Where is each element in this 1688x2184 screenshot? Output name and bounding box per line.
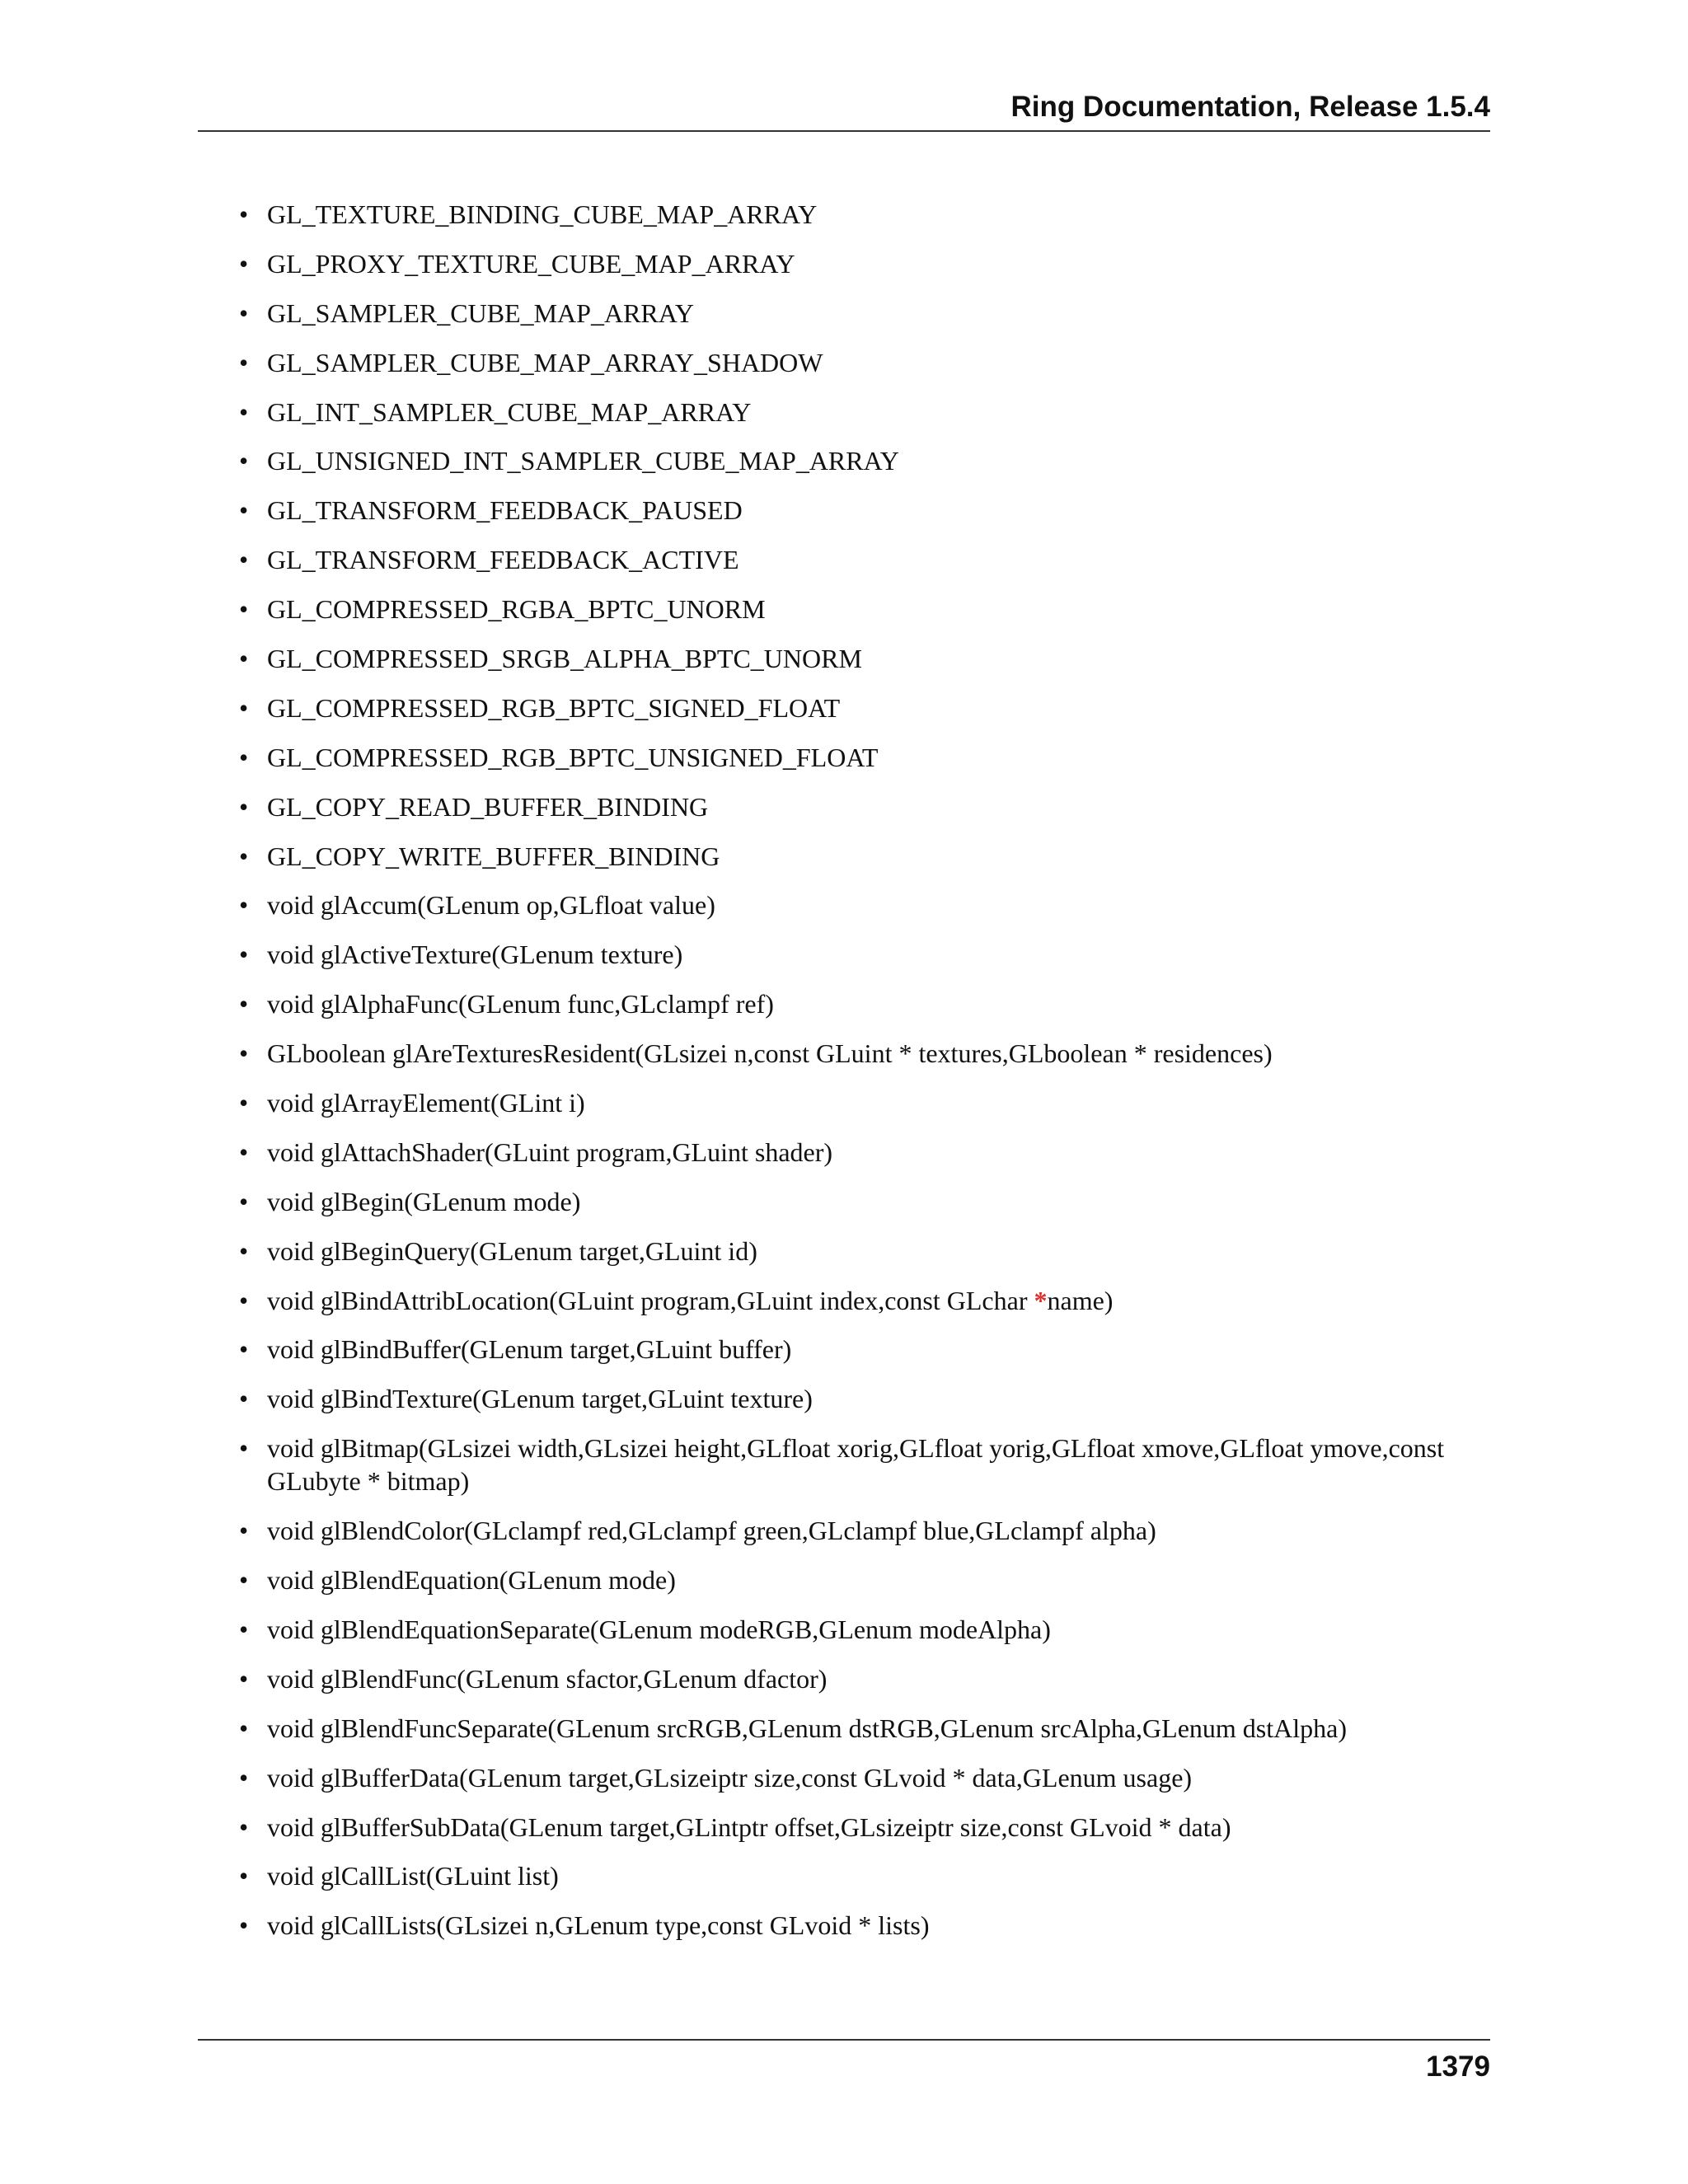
bullet-icon: •	[239, 742, 249, 772]
bullet-icon: •	[239, 692, 249, 723]
bullet-icon: •	[239, 1516, 249, 1546]
bullet-icon: •	[239, 1811, 249, 1842]
list-item	[239, 741, 1500, 774]
list-item-text: GL_UNSIGNED_INT_SAMPLER_CUBE_MAP_ARRAY	[267, 446, 899, 476]
list-item-text: void glBlendFuncSeparate(GLenum srcRGB,GLenum dstRGB,GLenum srcAlpha,GLenum dstAlpha)	[267, 1713, 1347, 1743]
bullet-icon: •	[239, 594, 249, 625]
running-header: Ring Documentation, Release 1.5.4	[1010, 91, 1490, 123]
list-item-text: name)	[1047, 1285, 1114, 1315]
list-item-text: void glBlendEquationSeparate(GLenum modeRGB,GLenum modeAlpha)	[267, 1614, 1051, 1644]
list-item	[239, 297, 1500, 330]
bullet-icon: •	[239, 989, 249, 1019]
list-item-text: void glCallLists(GLsizei n,GLenum type,const GLvoid * lists)	[267, 1910, 930, 1941]
list-item-text: GL_TRANSFORM_FEEDBACK_ACTIVE	[267, 545, 739, 575]
list-item	[239, 938, 1500, 971]
list-item-text: GLboolean glAreTexturesResident(GLsizei n,const GLuint * textures,GLboolean * residences)	[267, 1038, 1273, 1069]
bullet-icon: •	[239, 495, 249, 526]
bullet-icon: •	[239, 1186, 249, 1216]
bullet-icon: •	[239, 1713, 249, 1743]
bullet-icon: •	[239, 298, 249, 328]
bullet-icon: •	[239, 347, 249, 377]
list-item	[239, 1235, 1500, 1268]
highlighted-asterisk: *	[1034, 1285, 1048, 1315]
bullet-icon: •	[239, 1088, 249, 1118]
list-item-text: void glBitmap(GLsizei width,GLsizei height,GLfloat xorig,GLfloat yorig,GLfloat xmove,GLfloat ymove,const GLubyte * bitmap)	[267, 1433, 1445, 1497]
list-item	[239, 1284, 1500, 1317]
list-item	[239, 987, 1500, 1020]
bullet-icon: •	[239, 1565, 249, 1596]
list-item	[239, 543, 1500, 576]
list-item-text: void glAttachShader(GLuint program,GLuint shader)	[267, 1137, 833, 1167]
list-item	[239, 1086, 1500, 1119]
bullet-icon: •	[239, 248, 249, 279]
list-item	[239, 444, 1500, 477]
list-item-text: void glBindAttribLocation(GLuint program,GLuint index,const GLchar	[267, 1285, 1034, 1315]
bullet-icon: •	[239, 841, 249, 871]
list-item-text: void glAccum(GLenum op,GLfloat value)	[267, 890, 715, 921]
bullet-icon: •	[239, 1334, 249, 1365]
list-item	[239, 1185, 1500, 1218]
bullet-icon: •	[239, 1910, 249, 1941]
bullet-icon: •	[239, 396, 249, 427]
list-item-text: GL_TEXTURE_BINDING_CUBE_MAP_ARRAY	[267, 199, 818, 229]
list-item	[239, 1432, 1500, 1497]
bullet-icon: •	[239, 644, 249, 674]
list-item	[239, 593, 1500, 626]
bullet-icon: •	[239, 1433, 249, 1464]
footer-rule	[198, 2039, 1490, 2041]
constant-function-list	[239, 198, 1500, 1958]
list-item	[239, 1382, 1500, 1415]
bullet-icon: •	[239, 940, 249, 970]
list-item-text: void glBlendEquation(GLenum mode)	[267, 1565, 676, 1596]
page-number: 1379	[1426, 2050, 1490, 2083]
list-item-text: void glBegin(GLenum mode)	[267, 1186, 581, 1216]
bullet-icon: •	[239, 1614, 249, 1644]
list-item	[239, 1909, 1500, 1942]
list-item	[239, 1514, 1500, 1547]
bullet-icon: •	[239, 1762, 249, 1793]
list-item-text: void glBindBuffer(GLenum target,GLuint buffer)	[267, 1334, 792, 1365]
list-item-text: GL_INT_SAMPLER_CUBE_MAP_ARRAY	[267, 396, 752, 427]
list-item-text: void glBindTexture(GLenum target,GLuint texture)	[267, 1384, 813, 1414]
bullet-icon: •	[239, 1038, 249, 1069]
list-item	[239, 642, 1500, 675]
list-item	[239, 1712, 1500, 1745]
bullet-icon: •	[239, 1235, 249, 1266]
bullet-icon: •	[239, 1285, 249, 1315]
bullet-icon: •	[239, 1384, 249, 1414]
list-item	[239, 1662, 1500, 1695]
list-item-text: GL_COPY_WRITE_BUFFER_BINDING	[267, 841, 720, 871]
bullet-icon: •	[239, 446, 249, 476]
list-item	[239, 840, 1500, 873]
list-item-text: void glActiveTexture(GLenum texture)	[267, 940, 683, 970]
bullet-icon: •	[239, 890, 249, 921]
header-rule	[198, 130, 1490, 132]
list-item	[239, 691, 1500, 724]
list-item	[239, 494, 1500, 527]
list-item	[239, 888, 1500, 921]
list-item-text: void glBufferData(GLenum target,GLsizeiptr size,const GLvoid * data,GLenum usage)	[267, 1762, 1193, 1793]
list-item	[239, 1761, 1500, 1794]
list-item	[239, 247, 1500, 280]
list-item-text: GL_COMPRESSED_SRGB_ALPHA_BPTC_UNORM	[267, 644, 862, 674]
list-item	[239, 396, 1500, 429]
list-item	[239, 1037, 1500, 1070]
list-item-text: void glBufferSubData(GLenum target,GLintptr offset,GLsizeiptr size,const GLvoid * data)	[267, 1811, 1231, 1842]
list-item-text: GL_COMPRESSED_RGBA_BPTC_UNORM	[267, 594, 766, 625]
bullet-icon: •	[239, 545, 249, 575]
list-item	[239, 790, 1500, 823]
list-item-text: void glAlphaFunc(GLenum func,GLclampf ref)	[267, 989, 774, 1019]
bullet-icon: •	[239, 1663, 249, 1694]
list-item-text: void glBeginQuery(GLenum target,GLuint id)	[267, 1235, 757, 1266]
bullet-icon: •	[239, 1137, 249, 1167]
list-item-text: GL_PROXY_TEXTURE_CUBE_MAP_ARRAY	[267, 248, 795, 279]
bullet-icon: •	[239, 199, 249, 229]
list-item-text: GL_COPY_READ_BUFFER_BINDING	[267, 791, 709, 822]
list-item-text: GL_SAMPLER_CUBE_MAP_ARRAY_SHADOW	[267, 347, 823, 377]
list-item-text: void glBlendFunc(GLenum sfactor,GLenum dfactor)	[267, 1663, 828, 1694]
list-item-text: GL_COMPRESSED_RGB_BPTC_SIGNED_FLOAT	[267, 692, 841, 723]
list-item	[239, 346, 1500, 379]
list-item	[239, 198, 1500, 231]
list-item	[239, 1811, 1500, 1844]
list-item-text: void glBlendColor(GLclampf red,GLclampf green,GLclampf blue,GLclampf alpha)	[267, 1516, 1156, 1546]
list-item-text: GL_SAMPLER_CUBE_MAP_ARRAY	[267, 298, 695, 328]
list-item	[239, 1333, 1500, 1366]
list-item-text: GL_COMPRESSED_RGB_BPTC_UNSIGNED_FLOAT	[267, 742, 879, 772]
bullet-icon: •	[239, 1861, 249, 1891]
list-item	[239, 1613, 1500, 1646]
list-item-text: void glArrayElement(GLint i)	[267, 1088, 585, 1118]
list-item-text: void glCallList(GLuint list)	[267, 1861, 559, 1891]
bullet-icon: •	[239, 791, 249, 822]
list-item	[239, 1563, 1500, 1596]
list-item	[239, 1859, 1500, 1892]
list-item-text: GL_TRANSFORM_FEEDBACK_PAUSED	[267, 495, 743, 526]
list-item	[239, 1136, 1500, 1169]
